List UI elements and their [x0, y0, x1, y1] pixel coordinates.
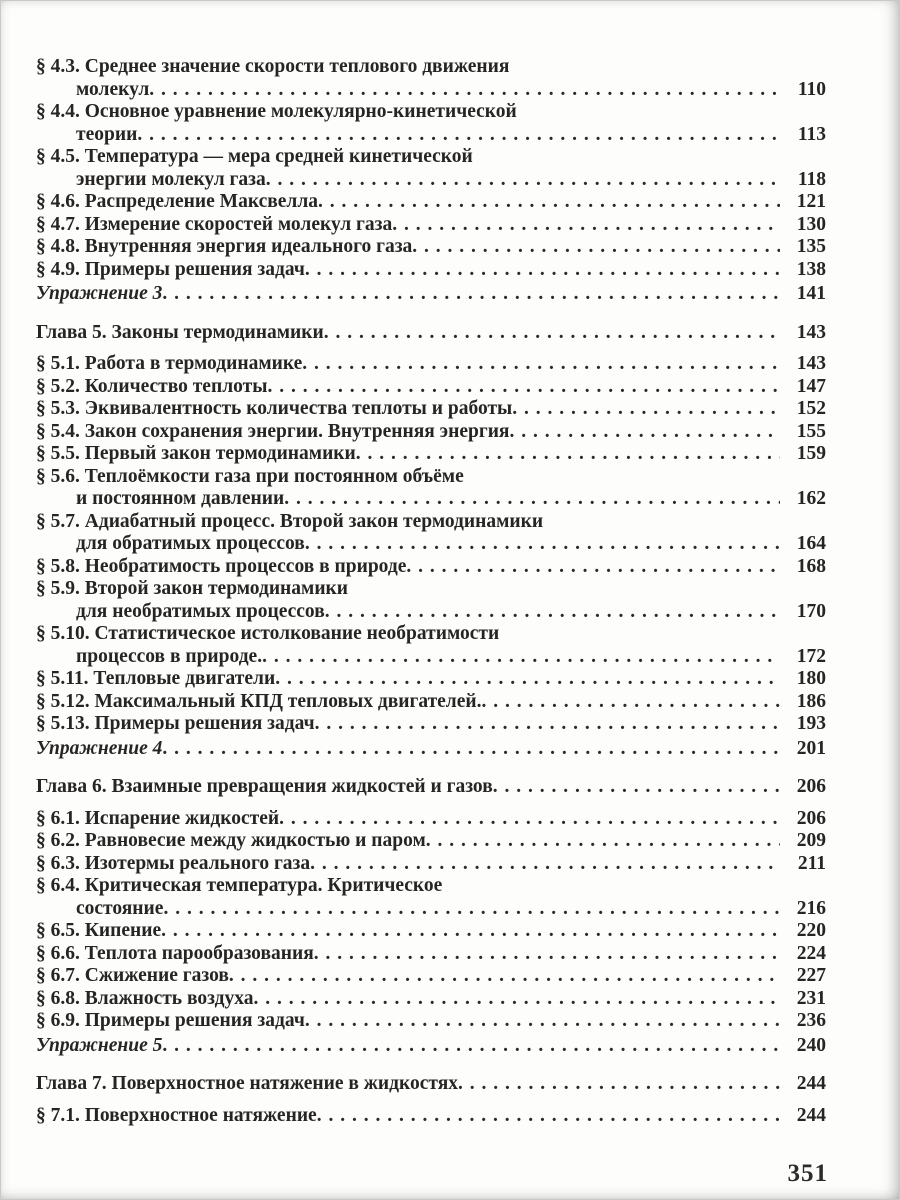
- toc-entry-title-line: § 5.9. Второй закон термодинамики: [36, 578, 349, 599]
- toc-entry-page-number: 172: [796, 645, 826, 667]
- dot-leader: [149, 79, 780, 102]
- toc-entry-text: процессов в природе.: [76, 645, 263, 667]
- toc-entry-chapter: [36, 1073, 826, 1096]
- toc-entry-section: [36, 965, 826, 988]
- toc-entry-text: § 6.5. Кипение: [36, 920, 162, 941]
- toc-entry-text: состояние: [76, 897, 164, 919]
- dot-leader: [426, 830, 780, 853]
- toc-entry-text: § 5.2. Количество теплоты: [36, 375, 268, 397]
- toc-entry-page-number: 216: [796, 897, 826, 919]
- toc-entry-exercise: [36, 283, 826, 306]
- toc-entry-title-line: § 4.3. Среднее значение скорости теплового движения: [36, 56, 510, 77]
- toc-entry-page-number: 164: [796, 533, 826, 554]
- toc-entry-section: [36, 376, 826, 399]
- toc-entry-title-line: § 5.6. Теплоёмкости газа при постоянном объёме: [36, 465, 464, 487]
- toc-entry-row: [36, 1073, 826, 1096]
- toc-entry-row: [36, 1010, 826, 1033]
- dot-leader: [262, 646, 780, 669]
- toc-entry-page-number: 118: [797, 168, 826, 190]
- toc-entry-text: для обратимых процессов: [76, 533, 305, 554]
- dot-leader: [275, 668, 780, 691]
- toc-entry-page-number: 244: [796, 1073, 826, 1094]
- toc-entry-row: [36, 1105, 826, 1128]
- toc-entry-section: [36, 920, 826, 943]
- toc-entry-page-number: 244: [796, 1104, 826, 1126]
- toc-entry-row: [36, 79, 826, 102]
- toc-entry-page-number: 211: [797, 852, 826, 874]
- dot-leader: [406, 556, 780, 579]
- toc-entry-section: [36, 1105, 826, 1128]
- toc-entry-text: Глава 5. Законы термодинамики: [36, 321, 324, 343]
- toc-entry-chapter: [36, 776, 826, 799]
- toc-entry-row: [36, 898, 826, 921]
- toc-entry-text: § 5.3. Эквивалентность количества теплоты и работы: [36, 398, 513, 419]
- toc-entry-row: [36, 214, 826, 237]
- toc-entry-title-line: § 4.4. Основное уравнение молекулярно-кинетической: [36, 101, 517, 122]
- toc-entry-text: § 5.5. Первый закон термодинамики: [36, 443, 356, 464]
- toc-entry-text: § 4.8. Внутренняя энергия идеального газа: [36, 236, 413, 257]
- toc-entry-page-number: 168: [796, 555, 826, 577]
- toc-entry-row: [36, 920, 826, 943]
- dot-leader: [229, 965, 780, 988]
- toc-entry-row: [36, 421, 826, 444]
- toc-entry-row: [36, 830, 826, 853]
- toc-entry-section: [36, 808, 826, 831]
- toc-entry-section: [36, 146, 826, 191]
- toc-entry-page-number: 162: [796, 488, 826, 509]
- toc-entry-section: [36, 578, 826, 623]
- toc-entry-row: [36, 236, 826, 259]
- toc-entry-row: [36, 443, 826, 466]
- toc-entry-text: § 7.1. Поверхностное натяжение: [36, 1104, 317, 1126]
- toc-entry-text: § 5.13. Примеры решения задач: [36, 713, 315, 734]
- toc-entry-chapter: [36, 322, 826, 345]
- toc-entry-text: Упражнение 3: [36, 283, 163, 304]
- toc-entry-row: [36, 376, 826, 399]
- toc-entry-row: [36, 738, 826, 761]
- toc-entry-page-number: 110: [797, 78, 826, 100]
- dot-leader: [162, 738, 780, 761]
- toc-entry-text: § 5.4. Закон сохранения энергии. Внутренняя энергия: [36, 420, 510, 442]
- toc-entry-page-number: 113: [797, 123, 826, 145]
- toc-entry-row: [36, 283, 826, 306]
- toc-entry-text: § 4.9. Примеры решения задач: [36, 258, 305, 280]
- toc-entry-row: [36, 646, 826, 669]
- toc-entry-section: [36, 875, 826, 920]
- toc-entry-text: § 6.2. Равновесие между жидкостью и паром: [36, 830, 426, 851]
- toc-entry-section: [36, 191, 826, 214]
- toc-entry-page-number: 193: [796, 713, 826, 734]
- toc-entry-row: [36, 965, 826, 988]
- toc-entry-text: § 5.11. Тепловые двигатели: [36, 668, 276, 689]
- toc-entry-page-number: 231: [796, 987, 826, 1009]
- toc-entry-row: [36, 533, 826, 556]
- toc-entry-page-number: 159: [796, 443, 826, 464]
- toc-entry-text: § 5.8. Необратимость процессов в природе: [36, 555, 407, 577]
- toc-entry-page-number: 201: [796, 737, 826, 759]
- toc-entry-page-number: 209: [796, 830, 826, 851]
- toc-entry-page-number: 220: [796, 920, 826, 941]
- dot-leader: [318, 191, 780, 214]
- toc-entry-text: § 6.1. Испарение жидкостей: [36, 807, 280, 829]
- dot-leader: [324, 322, 780, 345]
- toc-entry-section: [36, 1010, 826, 1033]
- toc-entry-page-number: 186: [796, 690, 826, 712]
- toc-entry-text: § 6.7. Сжижение газов: [36, 965, 229, 986]
- page-number: 351: [787, 1160, 828, 1187]
- toc-entry-section: [36, 713, 826, 736]
- dot-leader: [162, 1035, 780, 1058]
- toc-entry-section: [36, 853, 826, 876]
- toc-entry-text: § 6.3. Изотермы реального газа: [36, 852, 311, 874]
- dot-leader: [509, 421, 780, 444]
- dot-leader: [512, 398, 780, 421]
- toc-entry-section: [36, 511, 826, 556]
- toc-entry-page-number: 206: [796, 776, 826, 797]
- dot-leader: [310, 853, 780, 876]
- toc-entry-section: [36, 556, 826, 579]
- toc-entry-section: [36, 398, 826, 421]
- dot-leader: [161, 920, 780, 943]
- toc-entry-row: [36, 943, 826, 966]
- toc-entry-text: § 5.1. Работа в термодинамике: [36, 353, 303, 374]
- toc-entry-text: Глава 7. Поверхностное натяжение в жидкостях: [36, 1073, 459, 1094]
- dot-leader: [315, 713, 780, 736]
- toc-entry-title-line: § 5.10. Статистическое истолкование необратимости: [36, 623, 500, 644]
- dot-leader: [163, 898, 780, 921]
- toc-entry-row: [36, 556, 826, 579]
- toc-entry-row: [36, 124, 826, 147]
- dot-leader: [266, 169, 780, 192]
- toc-entry-row: [36, 488, 826, 511]
- toc-entry-page-number: 143: [796, 353, 826, 374]
- toc-entry-page-number: 143: [796, 321, 826, 343]
- toc-entry-section: [36, 214, 826, 237]
- dot-leader: [305, 259, 780, 282]
- toc-entry-text: § 4.6. Распределение Максвелла: [36, 191, 319, 212]
- toc-entry-title-line: § 5.7. Адиабатный процесс. Второй закон термодинамики: [36, 510, 544, 532]
- dot-leader: [482, 691, 780, 714]
- toc-entry-row: [36, 353, 826, 376]
- table-of-contents: [36, 56, 826, 1127]
- dot-leader: [412, 236, 780, 259]
- toc-entry-page-number: 240: [796, 1034, 826, 1056]
- toc-entry-row: [36, 1035, 826, 1058]
- toc-entry-section: [36, 988, 826, 1011]
- toc-entry-row: [36, 259, 826, 282]
- toc-entry-text: § 6.9. Примеры решения задач: [36, 1010, 305, 1031]
- dot-leader: [325, 601, 780, 624]
- toc-entry-section: [36, 668, 826, 691]
- toc-entry-page-number: 227: [796, 965, 826, 986]
- toc-entry-page-number: 170: [796, 600, 826, 622]
- toc-entry-text: молекул: [76, 78, 150, 100]
- toc-entry-section: [36, 623, 826, 668]
- toc-entry-page-number: 121: [796, 191, 826, 212]
- dot-leader: [356, 443, 780, 466]
- dot-leader: [279, 808, 780, 831]
- dot-leader: [305, 1010, 780, 1033]
- toc-entry-page-number: 141: [796, 283, 826, 304]
- toc-entry-section: [36, 259, 826, 282]
- toc-entry-section: [36, 101, 826, 146]
- dot-leader: [137, 124, 780, 147]
- toc-entry-row: [36, 191, 826, 214]
- toc-entry-text: и постоянном давлении: [76, 488, 285, 509]
- toc-entry-section: [36, 353, 826, 376]
- toc-entry-text: Упражнение 5: [36, 1034, 163, 1056]
- toc-entry-row: [36, 808, 826, 831]
- dot-leader: [267, 376, 780, 399]
- dot-leader: [162, 283, 780, 306]
- toc-entry-text: для необратимых процессов: [76, 600, 325, 622]
- dot-leader: [458, 1073, 780, 1096]
- toc-entry-row: [36, 691, 826, 714]
- dot-leader: [302, 353, 780, 376]
- toc-entry-page-number: 147: [796, 375, 826, 397]
- toc-entry-page-number: 236: [796, 1010, 826, 1031]
- dot-leader: [314, 943, 780, 966]
- toc-entry-row: [36, 169, 826, 192]
- toc-entry-text: § 4.7. Измерение скоростей молекул газа: [36, 213, 393, 235]
- toc-entry-section: [36, 443, 826, 466]
- toc-entry-title-line: § 4.5. Температура — мера средней кинетической: [36, 146, 473, 167]
- toc-entry-section: [36, 236, 826, 259]
- toc-entry-page-number: 180: [796, 668, 826, 689]
- toc-entry-exercise: [36, 738, 826, 761]
- toc-entry-section: [36, 691, 826, 714]
- toc-entry-page-number: 224: [796, 942, 826, 964]
- toc-entry-page-number: 206: [796, 807, 826, 829]
- dot-leader: [392, 214, 780, 237]
- dot-leader: [253, 988, 780, 1011]
- toc-entry-text: § 6.8. Влажность воздуха: [36, 987, 254, 1009]
- dot-leader: [493, 776, 780, 799]
- toc-entry-page-number: 138: [796, 258, 826, 280]
- toc-entry-row: [36, 853, 826, 876]
- toc-entry-text: § 5.12. Максимальный КПД тепловых двигателей.: [36, 690, 482, 712]
- toc-entry-row: [36, 713, 826, 736]
- toc-entry-row: [36, 776, 826, 799]
- toc-entry-page-number: 135: [796, 236, 826, 257]
- dot-leader: [317, 1105, 780, 1128]
- toc-entry-title-line: § 6.4. Критическая температура. Критическое: [36, 875, 443, 896]
- toc-entry-section: [36, 421, 826, 444]
- toc-entry-text: § 6.6. Теплота парообразования: [36, 942, 314, 964]
- toc-entry-section: [36, 56, 826, 101]
- dot-leader: [284, 488, 780, 511]
- toc-entry-page-number: 155: [796, 420, 826, 442]
- toc-entry-row: [36, 601, 826, 624]
- toc-entry-row: [36, 988, 826, 1011]
- dot-leader: [305, 533, 780, 556]
- toc-entry-row: [36, 398, 826, 421]
- toc-entry-text: Глава 6. Взаимные превращения жидкостей и газов: [36, 776, 493, 797]
- toc-entry-exercise: [36, 1035, 826, 1058]
- toc-entry-page-number: 130: [796, 213, 826, 235]
- toc-entry-section: [36, 466, 826, 511]
- toc-entry-section: [36, 830, 826, 853]
- toc-entry-text: энергии молекул газа: [76, 168, 266, 190]
- toc-entry-section: [36, 943, 826, 966]
- toc-entry-row: [36, 668, 826, 691]
- toc-entry-row: [36, 322, 826, 345]
- toc-entry-text: Упражнение 4: [36, 737, 163, 759]
- toc-entry-text: теории: [76, 123, 138, 145]
- toc-entry-page-number: 152: [796, 398, 826, 419]
